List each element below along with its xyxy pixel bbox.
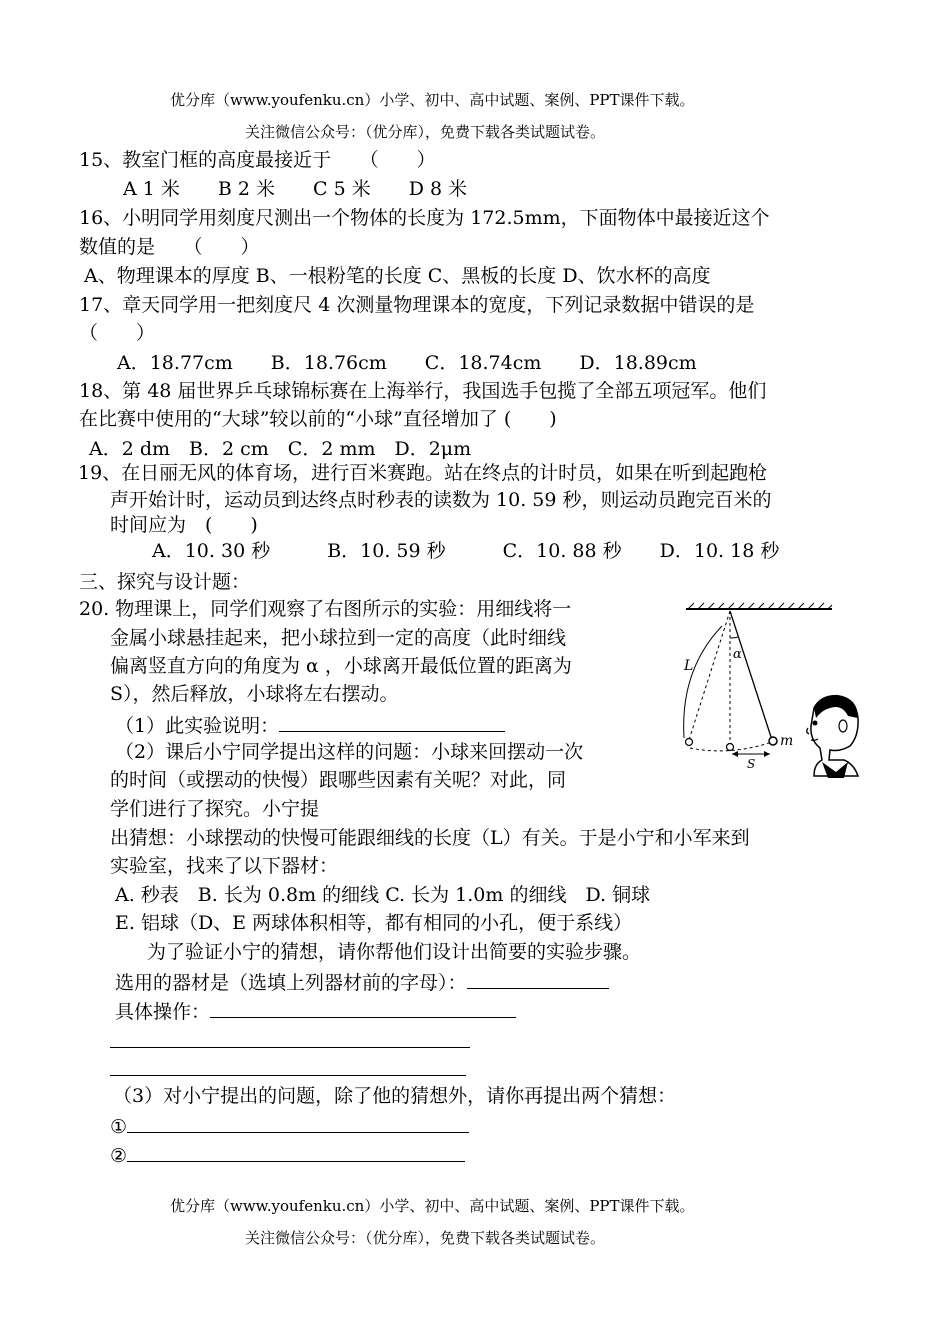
q16-options: A、物理课本的厚度 B、一根粉笔的长度 C、黑板的长度 D、饮水杯的高度 xyxy=(84,265,711,287)
q20-part-2-line-3: 学们进行了探究。小宁提 xyxy=(110,798,320,820)
q20-part-3: （3）对小宁提出的问题，除了他的猜想外，请你再提出两个猜想： xyxy=(113,1085,677,1107)
q15-options: A 1 米 B 2 米 C 5 米 D 8 米 xyxy=(123,178,468,200)
distance-arrow-right-head xyxy=(764,751,770,757)
q20-operation-blank-line-2[interactable] xyxy=(110,1047,470,1048)
q20-guess-2-blank[interactable] xyxy=(127,1144,465,1162)
q17-stem-line-1: 17、章天同学用一把刻度尺 4 次测量物理课本的宽度，下列记录数据中错误的是 xyxy=(79,294,755,316)
q17-options: A．18.77cm B．18.76cm C．18.74cm D．18.89cm xyxy=(117,352,697,374)
ball-m xyxy=(769,737,777,745)
m-label: m xyxy=(780,733,794,749)
ceiling-hatch xyxy=(686,603,832,609)
q18-options: A．2 dm B．2 cm C．2 mm D．2μm xyxy=(89,438,472,460)
q20-guess-1-marker: ① xyxy=(110,1116,128,1138)
q20-line-4: S），然后释放，小球将左右摆动。 xyxy=(110,683,399,705)
header-line-2: 关注微信公众号：（优分库），免费下载各类试题试卷。 xyxy=(245,123,606,141)
angle-arc xyxy=(730,637,738,638)
q20-line-1: 20. 物理课上，同学们观察了右图所示的实验：用细线将一 xyxy=(79,598,572,620)
header-line-1: 优分库（www.youfenku.cn）小学、初中、高中试题、案例、PPT课件下载。 xyxy=(170,91,695,109)
q20-operation-answer-blank[interactable] xyxy=(210,1000,516,1018)
pendulum-string-left-position xyxy=(689,611,730,740)
q17-stem-line-2: （ ） xyxy=(79,322,156,344)
section-3-title: 三、探究与设计题： xyxy=(79,571,251,593)
q20-part-2-line-2: 的时间（或摆动的快慢）跟哪些因素有关呢？对此，同 xyxy=(110,769,567,791)
q20-verify-instruction: 为了验证小宁的猜想，请你帮他们设计出简要的实验步骤。 xyxy=(147,941,642,963)
q20-guess-1 xyxy=(110,1115,469,1137)
q20-select-label: 选用的器材是（选填上列器材前的字母）： xyxy=(115,972,467,994)
q20-operation-blank-line-3[interactable] xyxy=(110,1075,466,1076)
q18-stem-line-1: 18、第 48 届世界乒乓球锦标赛在上海举行，我国选手包揽了全部五项冠军。他们 xyxy=(79,380,767,402)
q20-part-2-line-4: 出猜想：小球摆动的快慢可能跟细线的长度（L）有关。于是小宁和小军来到 xyxy=(110,827,750,849)
q20-guess-1-blank[interactable] xyxy=(127,1115,469,1133)
distance-arrow-left-head xyxy=(732,751,738,757)
q20-materials-line-2: E. 铝球（D、E 两球体积相等，都有相同的小孔，便于系线） xyxy=(115,912,633,934)
pendulum-figure xyxy=(672,600,868,790)
q20-part-1-label: （1）此实验说明： xyxy=(115,715,280,737)
ball-lowest-position xyxy=(727,744,734,751)
q20-select-answer-blank[interactable] xyxy=(467,971,609,989)
q20-part-2-line-1: （2）课后小宁同学提出这样的问题：小球来回摆动一次 xyxy=(115,741,584,763)
q18-stem-line-2: 在比赛中使用的“大球”较以前的“小球”直径增加了 ( ) xyxy=(79,408,557,430)
q19-stem-line-2: 声开始计时，运动员到达终点时秒表的读数为 10. 59 秒，则运动员跑完百米的 xyxy=(110,489,772,511)
q20-part-2-line-5: 实验室，找来了以下器材： xyxy=(110,855,339,877)
q20-guess-2-marker: ② xyxy=(110,1145,128,1167)
S-label: S xyxy=(747,757,756,771)
footer-line-1: 优分库（www.youfenku.cn）小学、初中、高中试题、案例、PPT课件下载。 xyxy=(170,1197,695,1215)
q19-stem-line-3: 时间应为 ( ) xyxy=(110,514,258,536)
boy-observer-icon xyxy=(807,695,858,778)
q20-select-materials xyxy=(115,971,609,993)
L-label: L xyxy=(684,658,694,674)
q20-operation xyxy=(115,1000,516,1022)
q20-line-3: 偏离竖直方向的角度为 α ，小球离开最低位置的距离为 xyxy=(110,655,572,677)
footer-line-2: 关注微信公众号：（优分库），免费下载各类试题试卷。 xyxy=(245,1229,606,1247)
q16-stem-line-1: 16、小明同学用刻度尺测出一个物体的长度为 172.5mm，下面物体中最接近这个 xyxy=(79,207,770,229)
q20-operation-label: 具体操作： xyxy=(115,1001,211,1023)
q20-materials-line-1: A. 秒表 B. 长为 0.8m 的细线 C. 长为 1.0m 的细线 D. 铜球 xyxy=(115,884,651,906)
length-brace xyxy=(684,626,722,738)
q19-options: A．10. 30 秒 B．10. 59 秒 C．10. 88 秒 D．10. 18 秒 xyxy=(152,540,780,562)
q20-guess-2 xyxy=(110,1144,465,1166)
pendulum-string xyxy=(730,611,772,740)
q20-part-1-answer-blank[interactable] xyxy=(279,714,505,732)
q20-line-2: 金属小球悬挂起来，把小球拉到一定的高度（此时细线 xyxy=(110,627,567,649)
alpha-label: α xyxy=(733,647,742,662)
q19-stem-line-1: 19、在日丽无风的体育场，进行百米赛跑。站在终点的计时员，如果在听到起跑枪 xyxy=(78,462,768,484)
q20-part-1 xyxy=(115,714,505,736)
q15-stem: 15、教室门框的高度最接近于 （ ） xyxy=(79,149,436,171)
q16-stem-line-2: 数值的是 （ ） xyxy=(79,236,260,258)
ball-left-position xyxy=(686,739,693,746)
